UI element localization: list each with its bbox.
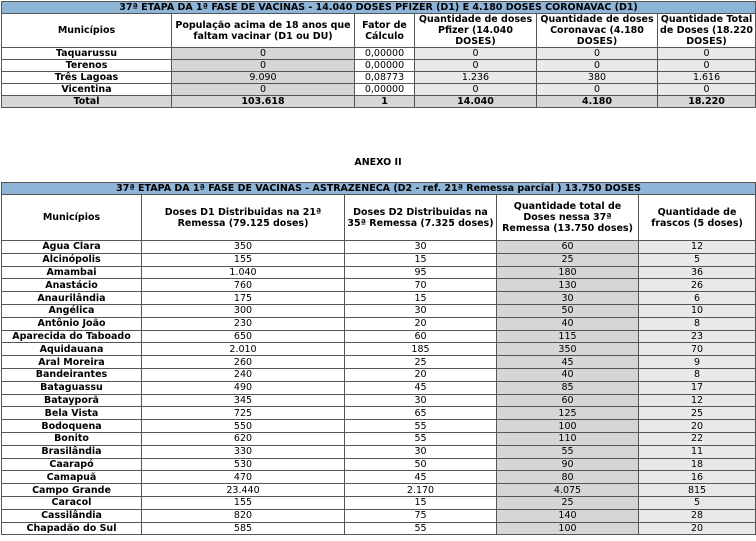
value-cell: 585 — [142, 522, 345, 535]
municipality-cell: Amambai — [2, 266, 142, 279]
value-cell: 0 — [537, 84, 658, 96]
value-cell: 550 — [142, 420, 345, 433]
column-header: Quantidade de frascos (5 doses) — [639, 195, 756, 241]
value-cell: 760 — [142, 279, 345, 292]
value-cell: 30 — [497, 292, 639, 305]
total-value: 103.618 — [172, 96, 355, 108]
value-cell: 20 — [345, 368, 497, 381]
table-row — [2, 420, 756, 433]
municipality-cell: Bandeirantes — [2, 368, 142, 381]
table-row — [2, 471, 756, 484]
value-cell: 30 — [345, 445, 497, 458]
value-cell: 90 — [497, 458, 639, 471]
municipality-cell: Água Clara — [2, 241, 142, 254]
table-row — [2, 60, 756, 72]
column-header: Doses D1 Distribuidas na 21ª Remessa (79.125 doses) — [142, 195, 345, 241]
table-row — [2, 72, 756, 84]
value-cell: 0 — [172, 60, 355, 72]
value-cell: 70 — [639, 343, 756, 356]
value-cell: 650 — [142, 330, 345, 343]
value-cell: 240 — [142, 368, 345, 381]
value-cell: 75 — [345, 509, 497, 522]
value-cell: 0 — [658, 48, 756, 60]
value-cell: 5 — [639, 253, 756, 266]
value-cell: 0,00000 — [355, 84, 415, 96]
value-cell: 15 — [345, 292, 497, 305]
value-cell: 155 — [142, 496, 345, 509]
table-row — [2, 317, 756, 330]
value-cell: 40 — [497, 368, 639, 381]
value-cell: 16 — [639, 471, 756, 484]
value-cell: 130 — [497, 279, 639, 292]
table-row — [2, 292, 756, 305]
value-cell: 0 — [172, 48, 355, 60]
municipality-cell: Taquarussu — [2, 48, 172, 60]
pfizer-coronavac-table — [1, 1, 756, 108]
column-header: Quantidade total de Doses nessa 37ª Remessa (13.750 doses) — [497, 195, 639, 241]
value-cell: 23 — [639, 330, 756, 343]
value-cell: 0,00000 — [355, 60, 415, 72]
value-cell: 15 — [345, 496, 497, 509]
table-row — [2, 522, 756, 535]
municipality-cell: Terenos — [2, 60, 172, 72]
value-cell: 8 — [639, 368, 756, 381]
value-cell: 20 — [639, 420, 756, 433]
value-cell: 60 — [497, 394, 639, 407]
municipality-cell: Anastácio — [2, 279, 142, 292]
value-cell: 55 — [345, 432, 497, 445]
value-cell: 25 — [497, 253, 639, 266]
value-cell: 55 — [345, 420, 497, 433]
value-cell: 490 — [142, 381, 345, 394]
total-label: Total — [2, 96, 172, 108]
value-cell: 0 — [537, 48, 658, 60]
municipality-cell: Antônio João — [2, 317, 142, 330]
value-cell: 60 — [497, 241, 639, 254]
table-header-row — [2, 14, 756, 48]
table-row — [2, 458, 756, 471]
total-value: 14.040 — [415, 96, 537, 108]
value-cell: 725 — [142, 407, 345, 420]
astrazeneca-table — [1, 182, 756, 535]
value-cell: 350 — [497, 343, 639, 356]
value-cell: 22 — [639, 432, 756, 445]
column-header: População acima de 18 anos que faltam vacinar (D1 ou DU) — [172, 14, 355, 48]
value-cell: 45 — [497, 356, 639, 369]
value-cell: 17 — [639, 381, 756, 394]
value-cell: 260 — [142, 356, 345, 369]
value-cell: 330 — [142, 445, 345, 458]
value-cell: 820 — [142, 509, 345, 522]
value-cell: 380 — [537, 72, 658, 84]
column-header: Municípios — [2, 195, 142, 241]
table-row — [2, 496, 756, 509]
table-row — [2, 368, 756, 381]
table-title-row — [2, 2, 756, 14]
value-cell: 1.236 — [415, 72, 537, 84]
value-cell: 30 — [345, 304, 497, 317]
column-header: Fator de Cálculo — [355, 14, 415, 48]
total-row — [2, 96, 756, 108]
value-cell: 140 — [497, 509, 639, 522]
value-cell: 70 — [345, 279, 497, 292]
value-cell: 345 — [142, 394, 345, 407]
municipality-cell: Caracol — [2, 496, 142, 509]
municipality-cell: Aquidauana — [2, 343, 142, 356]
table-row — [2, 356, 756, 369]
table-row — [2, 330, 756, 343]
table-row — [2, 484, 756, 497]
table-row — [2, 241, 756, 254]
value-cell: 50 — [497, 304, 639, 317]
value-cell: 0 — [658, 60, 756, 72]
value-cell: 36 — [639, 266, 756, 279]
total-value: 18.220 — [658, 96, 756, 108]
value-cell: 8 — [639, 317, 756, 330]
value-cell: 9 — [639, 356, 756, 369]
value-cell: 25 — [345, 356, 497, 369]
value-cell: 0,08773 — [355, 72, 415, 84]
value-cell: 0 — [172, 84, 355, 96]
table-row — [2, 266, 756, 279]
column-header: Quantidade de doses Pfizer (14.040 DOSES) — [415, 14, 537, 48]
value-cell: 9.090 — [172, 72, 355, 84]
value-cell: 1.616 — [658, 72, 756, 84]
total-value: 4.180 — [537, 96, 658, 108]
value-cell: 0 — [415, 84, 537, 96]
value-cell: 26 — [639, 279, 756, 292]
value-cell: 115 — [497, 330, 639, 343]
municipality-cell: Brasilândia — [2, 445, 142, 458]
value-cell: 20 — [639, 522, 756, 535]
value-cell: 100 — [497, 420, 639, 433]
value-cell: 12 — [639, 241, 756, 254]
value-cell: 15 — [345, 253, 497, 266]
table-row — [2, 381, 756, 394]
table-header-row — [2, 195, 756, 241]
table-row — [2, 432, 756, 445]
value-cell: 60 — [345, 330, 497, 343]
value-cell: 80 — [497, 471, 639, 484]
value-cell: 11 — [639, 445, 756, 458]
value-cell: 350 — [142, 241, 345, 254]
value-cell: 28 — [639, 509, 756, 522]
value-cell: 230 — [142, 317, 345, 330]
municipality-cell: Bonito — [2, 432, 142, 445]
municipality-cell: Vicentina — [2, 84, 172, 96]
table-row — [2, 253, 756, 266]
value-cell: 0 — [415, 60, 537, 72]
value-cell: 470 — [142, 471, 345, 484]
annex-title: ANEXO II — [354, 157, 402, 168]
value-cell: 5 — [639, 496, 756, 509]
value-cell: 95 — [345, 266, 497, 279]
column-header: Municípios — [2, 14, 172, 48]
value-cell: 65 — [345, 407, 497, 420]
table-row — [2, 84, 756, 96]
value-cell: 110 — [497, 432, 639, 445]
value-cell: 4.075 — [497, 484, 639, 497]
value-cell: 100 — [497, 522, 639, 535]
value-cell: 0,00000 — [355, 48, 415, 60]
value-cell: 6 — [639, 292, 756, 305]
table-row — [2, 394, 756, 407]
value-cell: 25 — [497, 496, 639, 509]
value-cell: 50 — [345, 458, 497, 471]
municipality-cell: Bodoquena — [2, 420, 142, 433]
table-row — [2, 407, 756, 420]
municipality-cell: Caarapó — [2, 458, 142, 471]
municipality-cell: Aparecida do Taboado — [2, 330, 142, 343]
value-cell: 30 — [345, 241, 497, 254]
municipality-cell: Alcinópolis — [2, 253, 142, 266]
column-header: Doses D2 Distribuidas na 35ª Remessa (7.325 doses) — [345, 195, 497, 241]
value-cell: 25 — [639, 407, 756, 420]
value-cell: 10 — [639, 304, 756, 317]
table-row — [2, 343, 756, 356]
column-header: Quantidade Total de Doses (18.220 DOSES) — [658, 14, 756, 48]
value-cell: 815 — [639, 484, 756, 497]
column-header: Quantidade de doses Coronavac (4.180 DOSES) — [537, 14, 658, 48]
value-cell: 125 — [497, 407, 639, 420]
table-row — [2, 509, 756, 522]
value-cell: 180 — [497, 266, 639, 279]
value-cell: 0 — [537, 60, 658, 72]
table-row — [2, 304, 756, 317]
table-row — [2, 279, 756, 292]
value-cell: 45 — [345, 471, 497, 484]
value-cell: 85 — [497, 381, 639, 394]
municipality-cell: Três Lagoas — [2, 72, 172, 84]
total-value: 1 — [355, 96, 415, 108]
value-cell: 40 — [497, 317, 639, 330]
value-cell: 300 — [142, 304, 345, 317]
municipality-cell: Campo Grande — [2, 484, 142, 497]
municipality-cell: Chapadão do Sul — [2, 522, 142, 535]
value-cell: 2.010 — [142, 343, 345, 356]
value-cell: 18 — [639, 458, 756, 471]
value-cell: 620 — [142, 432, 345, 445]
value-cell: 55 — [497, 445, 639, 458]
value-cell: 12 — [639, 394, 756, 407]
table-title: 37ª ETAPA DA 1ª FASE DE VACINAS - ASTRAZENECA (D2 - ref. 21ª Remessa parcial ) 13.750 DOSES — [2, 183, 756, 195]
value-cell: 0 — [658, 84, 756, 96]
municipality-cell: Anaurilândia — [2, 292, 142, 305]
table-title-row — [2, 183, 756, 195]
table-title: 37ª ETAPA DA 1ª FASE DE VACINAS - 14.040 DOSES PFIZER (D1) E 4.180 DOSES CORONAVAC (D1) — [2, 2, 756, 14]
value-cell: 30 — [345, 394, 497, 407]
municipality-cell: Bela Vista — [2, 407, 142, 420]
value-cell: 185 — [345, 343, 497, 356]
value-cell: 20 — [345, 317, 497, 330]
value-cell: 2.170 — [345, 484, 497, 497]
table-row — [2, 48, 756, 60]
value-cell: 530 — [142, 458, 345, 471]
value-cell: 55 — [345, 522, 497, 535]
value-cell: 0 — [415, 48, 537, 60]
municipality-cell: Angélica — [2, 304, 142, 317]
municipality-cell: Batayporã — [2, 394, 142, 407]
value-cell: 155 — [142, 253, 345, 266]
municipality-cell: Camapuã — [2, 471, 142, 484]
municipality-cell: Bataguassu — [2, 381, 142, 394]
municipality-cell: Cassilândia — [2, 509, 142, 522]
municipality-cell: Aral Moreira — [2, 356, 142, 369]
value-cell: 175 — [142, 292, 345, 305]
table-row — [2, 445, 756, 458]
value-cell: 23.440 — [142, 484, 345, 497]
value-cell: 1.040 — [142, 266, 345, 279]
value-cell: 45 — [345, 381, 497, 394]
